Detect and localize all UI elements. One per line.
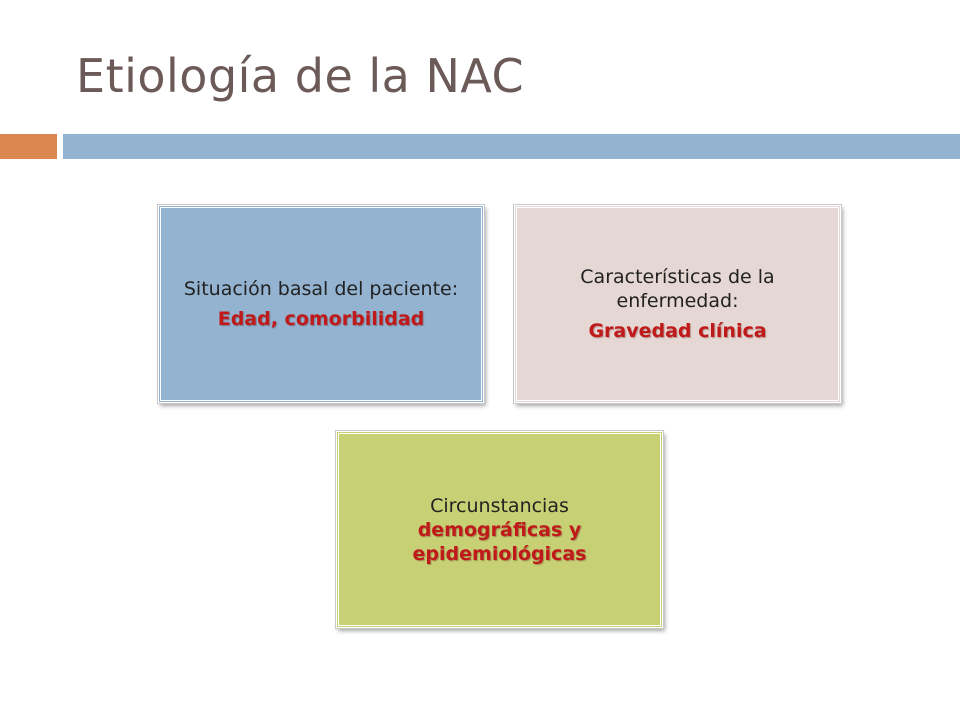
slide-title: Etiología de la NAC <box>76 49 525 103</box>
title-accent-bar-orange <box>0 134 57 159</box>
title-accent-bar-blue <box>63 134 960 159</box>
circumstances-highlight: demográficas y epidemiológicas <box>412 518 587 565</box>
patient-baseline-box <box>158 205 484 403</box>
disease-characteristics-label: Características de la enfermedad: <box>580 266 775 312</box>
patient-baseline-highlight: Edad, comorbilidad <box>217 308 425 330</box>
patient-baseline-label: Situación basal del paciente: <box>183 278 459 300</box>
disease-characteristics-box <box>514 205 841 403</box>
disease-characteristics-highlight: Gravedad clínica <box>588 320 767 342</box>
circumstances-label: Circunstancias <box>430 494 569 517</box>
circumstances-box <box>336 431 663 628</box>
